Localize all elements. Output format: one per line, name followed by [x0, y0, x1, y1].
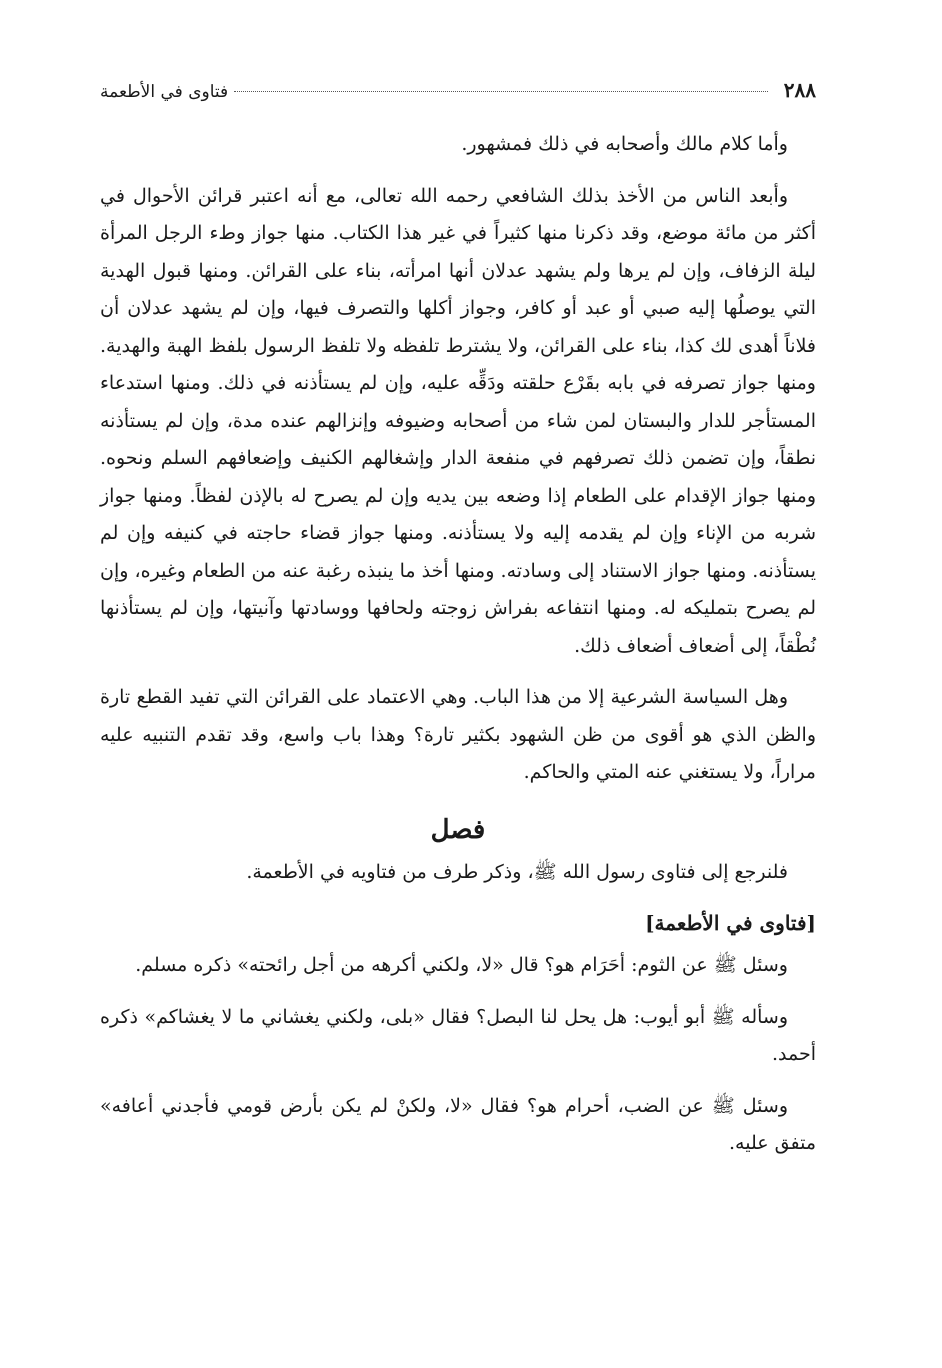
header-rule: [234, 90, 768, 92]
book-page: [100, 78, 816, 1278]
page-number: ٢٨٨: [783, 78, 816, 102]
subsection-heading: [فتاوى في الأطعمة]: [645, 911, 816, 935]
paragraph: وأبعد الناس من الأخذ بذلك الشافعي رحمه الله تعالى، مع أنه اعتبر قرائن الأحوال في أكثر من مائة موضع، وقد ذكرنا منها كثيراً في غير هذا الكتاب. منها جواز وطء الرجل المرأة ليلة الزفاف، وإن لم يرها ولم يشهد عدلان أنها امرأته، بناء على القرائن. ومنها قبول الهدية التي يوصلُها إليه صبي أو عبد أو كافر، وجواز أكلها والتصرف فيها، وإن لم يشهد عدلان أن فلاناً أهدى لك كذا، بناء على القرائن، ولا يشترط تلفظه ولا تلفظ الرسول بلفظ الهبة والهدية. ومنها جواز تصرفه في بابه بقَرْع حلقته ودَقِّه عليه، وإن لم يستأذنه في ذلك. ومنها استدعاء المستأجر للدار والبستان لمن شاء من أصحابه وضيوفه وإنزالهم عنده مدة، وإن لم يستأذنه نطقاً، وإن تضمن ذلك تصرفهم في منفعة الدار وإشغالهم الكنيف وإضعافهم السلم ونحوه. ومنها جواز الإقدام على الطعام إذا وضعه بين يديه وإن لم يصرح له بالإذن لفظاً. ومنها جواز شربه من الإناء وإن لم يقدمه إليه ولا يستأذنه. ومنها جواز قضاء حاجته في كنيفه وإن لم يستأذنه. ومنها جواز الاستناد إلى وسادته. ومنها أخذ ما ينبذه رغبة عنه من الطعام وغيره، وإن لم يصرح بتمليكه له. ومنها انتفاعه بفراش زوجته ولحافها ووسادتها وآنيتها، وإن لم يستأذنها نُطْقاً، إلى أضعاف أضعاف ذلك.: [100, 184, 816, 657]
page-body: [100, 126, 816, 1163]
paragraph: وسئل ﷺ عن الثوم: أحَرَام هو؟ قال «لا، ولكني أكرهه من أجل رائحته» ذكره مسلم.: [135, 954, 788, 976]
paragraph: وأما كلام مالك وأصحابه في ذلك فمشهور.: [461, 133, 788, 155]
running-head: [100, 78, 816, 112]
paragraph: وهل السياسة الشرعية إلا من هذا الباب. وهي الاعتماد على القرائن التي تفيد القطع تارة والظن الذي هو أقوى من ظن الشهود بكثير تارة؟ وهذا باب واسع، وقد تقدم التنبيه عليه مراراً، ولا يستغني عنه المتي والحاكم.: [100, 686, 816, 783]
paragraph: وسئل ﷺ عن الضب، أحرام هو؟ فقال «لا، ولكنْ لم يكن بأرض قومي فأجدني أعافه» متفق عليه.: [100, 1094, 816, 1154]
running-title: فتاوى في الأطعمة: [100, 82, 229, 102]
section-heading: فصل: [430, 814, 486, 845]
paragraph: وسأله ﷺ أبو أيوب: هل يحل لنا البصل؟ فقال «بلى، ولكني يغشاني ما لا يغشاكم» ذكره أحمد.: [100, 1005, 816, 1065]
section-intro: فلنرجع إلى فتاوى رسول الله ﷺ، وذكر طرف من فتاويه في الأطعمة.: [246, 860, 788, 883]
